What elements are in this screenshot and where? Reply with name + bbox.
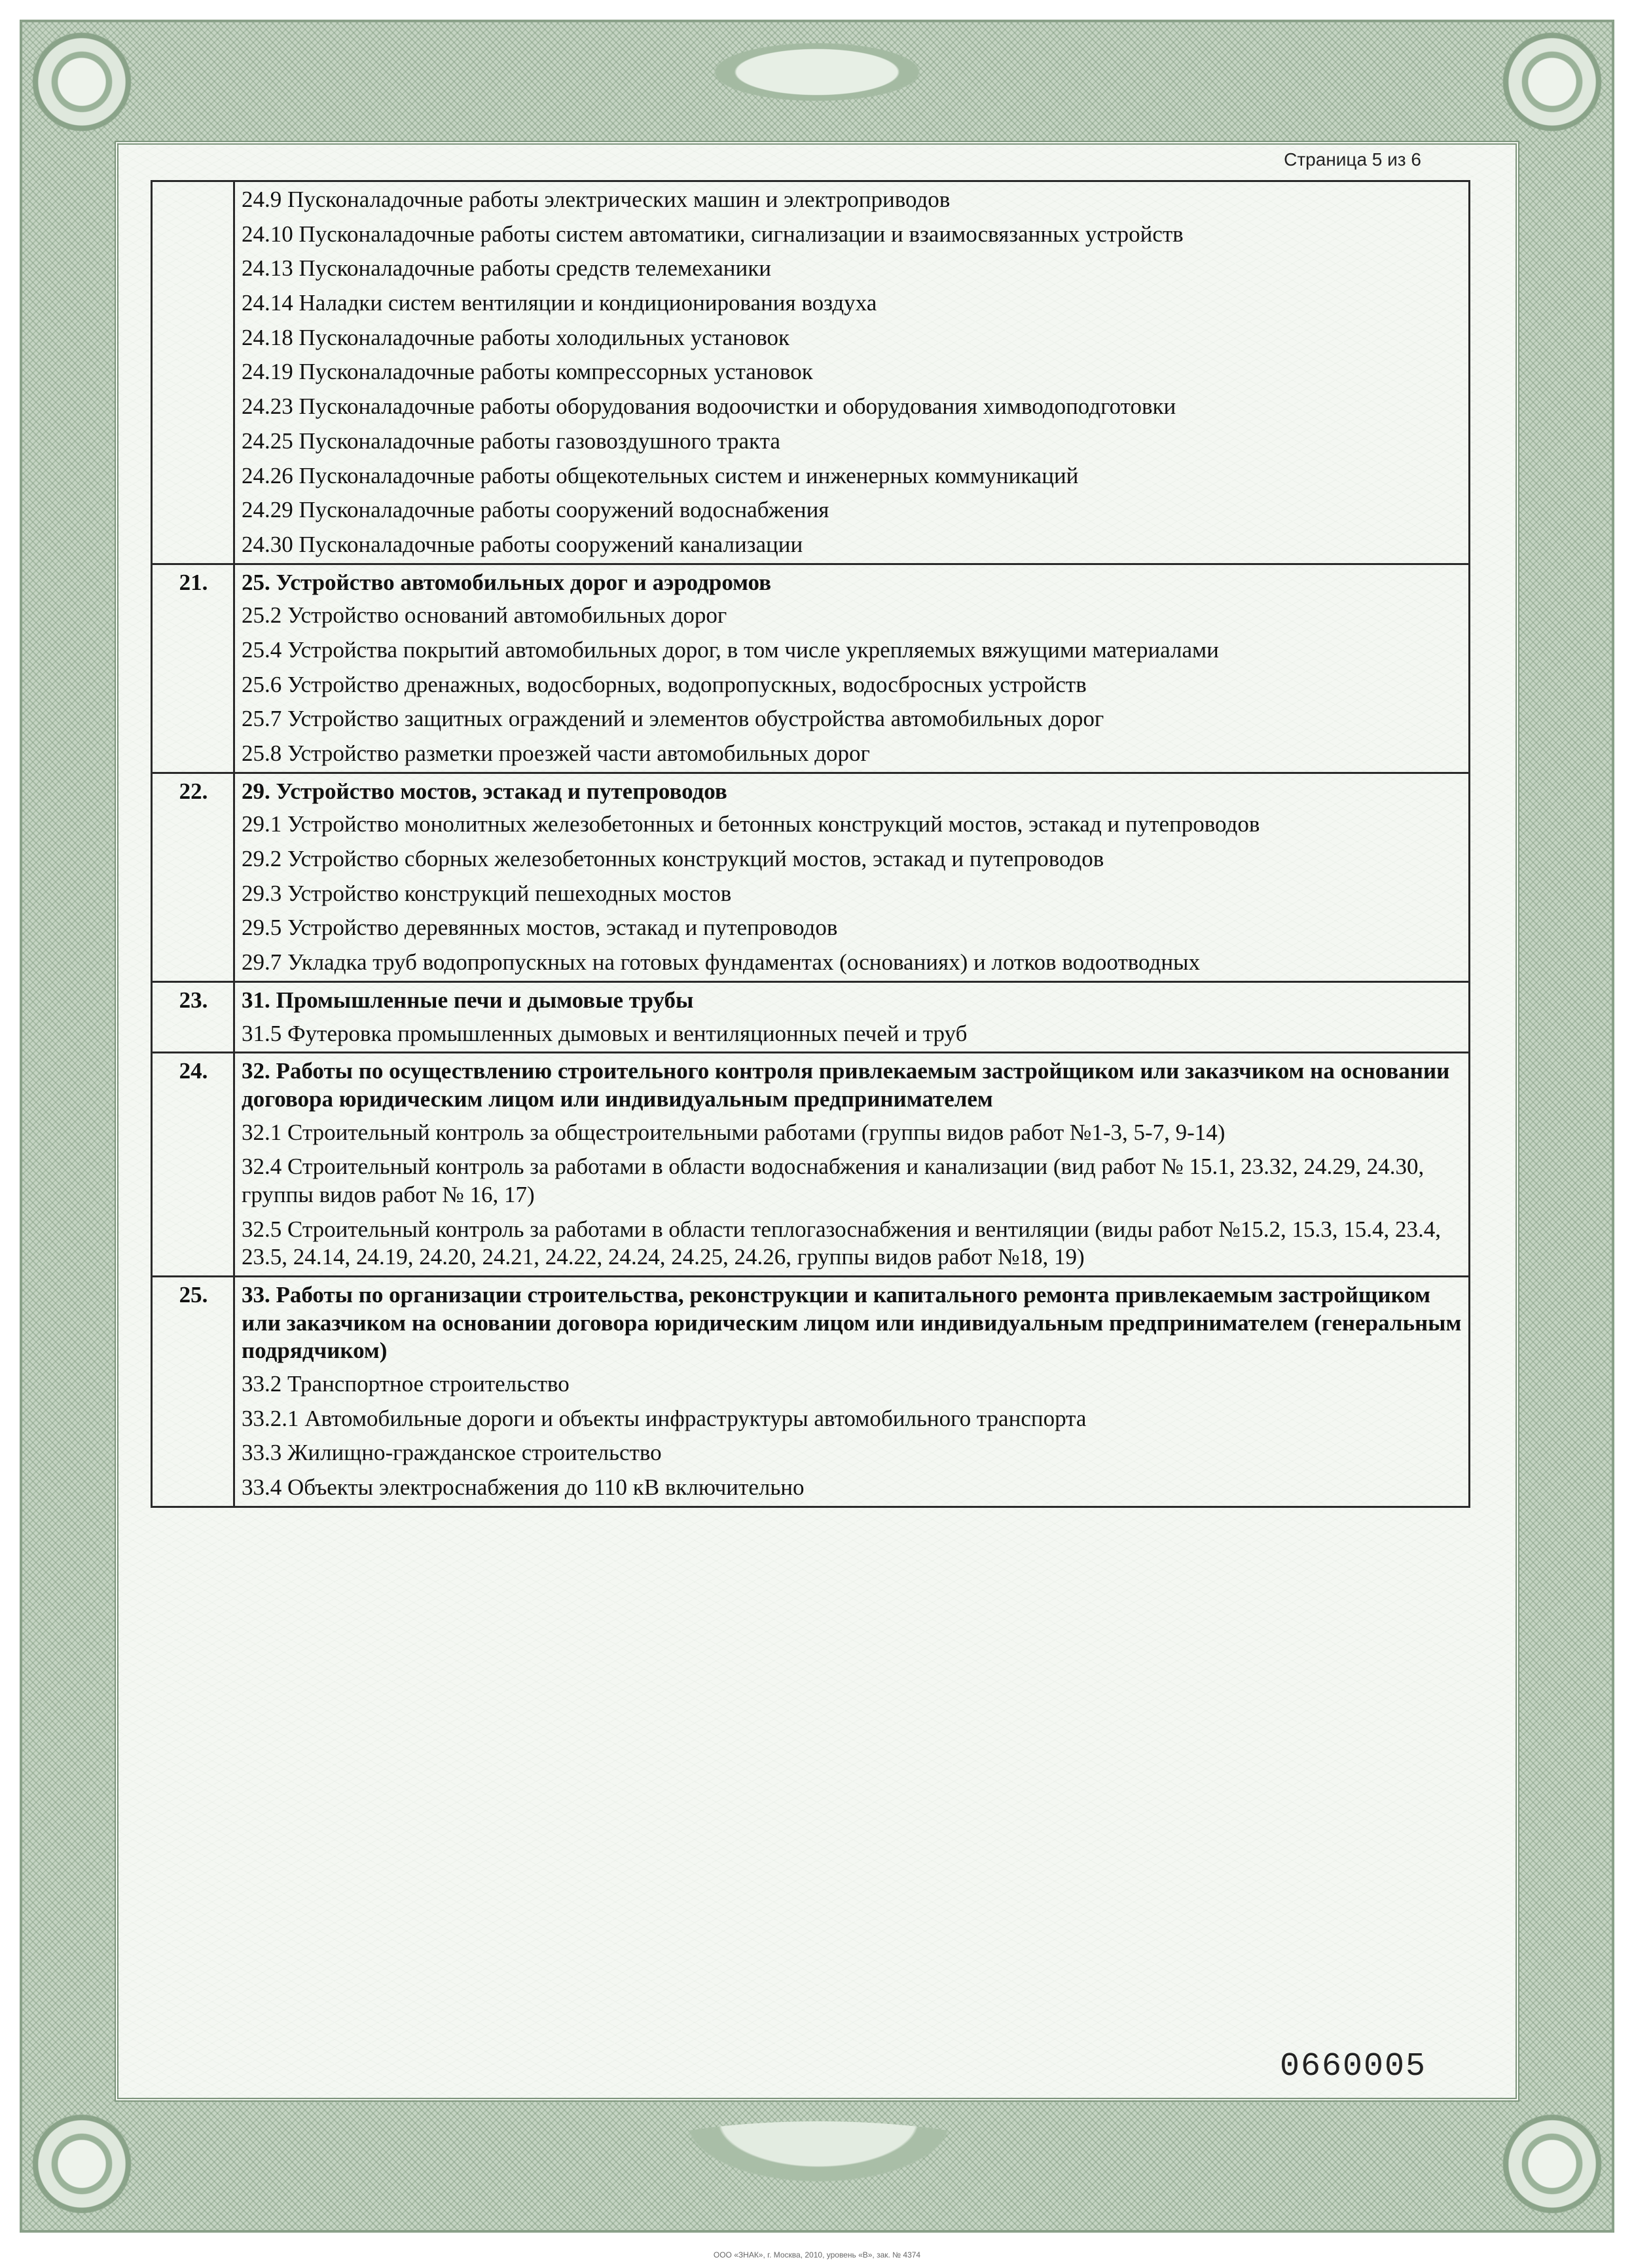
list-item: 24.18 Пусконаладочные работы холодильных установок bbox=[242, 324, 790, 350]
work-types-table bbox=[151, 180, 1470, 1508]
list-item: 25.7 Устройство защитных ограждений и элементов обустройства автомобильных дорог bbox=[242, 706, 1104, 732]
section-heading: 31. Промышленные печи и дымовые трубы bbox=[242, 987, 694, 1013]
list-item: 29.3 Устройство конструкций пешеходных мостов bbox=[242, 880, 732, 906]
list-item: 24.10 Пусконаладочные работы систем автоматики, сигнализации и взаимосвязанных устройств bbox=[242, 221, 1184, 247]
list-item: 29.7 Укладка труб водопропускных на готовых фундаментах (основаниях) и лотков водоотводных bbox=[242, 949, 1201, 976]
list-item: 32.5 Строительный контроль за работами в области теплогазоснабжения и вентиляции (виды работ №15.2, 15.3, 15.4, 23.4, 23.5, 24.14, 24.19, 24.20, 24.21, 24.22, 24.24, 24.25, 24.26, группы видов работ №18, 19) bbox=[242, 1216, 1441, 1270]
corner-ornament bbox=[1497, 26, 1608, 137]
row-number: 21. bbox=[152, 564, 234, 773]
list-item: 24.29 Пусконаладочные работы сооружений водоснабжения bbox=[242, 497, 829, 523]
row-content bbox=[234, 564, 1470, 773]
corner-ornament bbox=[26, 26, 137, 137]
table-row bbox=[152, 1053, 1470, 1277]
section-heading: 25. Устройство автомобильных дорог и аэродромов bbox=[242, 569, 772, 595]
list-item: 33.2 Транспортное строительство bbox=[242, 1371, 570, 1397]
row-number: 25. bbox=[152, 1277, 234, 1507]
list-item: 24.9 Пусконаладочные работы электрических машин и электроприводов bbox=[242, 187, 951, 212]
section-heading: 29. Устройство мостов, эстакад и путепроводов bbox=[242, 778, 727, 804]
row-content bbox=[234, 1053, 1470, 1277]
list-item: 25.4 Устройства покрытий автомобильных дорог, в том числе укрепляемых вяжущими материалами bbox=[242, 636, 1219, 663]
serial-number: 0660005 bbox=[1280, 2048, 1427, 2085]
section-heading: 33. Работы по организации строительства, реконструкции и капитального ремонта привлекаемым застройщиком или заказчиком на основании договора юридическим лицом или индивидуальным предпринимателем (генеральным подрядчиком) bbox=[242, 1282, 1462, 1364]
list-item: 33.4 Объекты электроснабжения до 110 кВ включительно bbox=[242, 1474, 805, 1501]
row-number: 22. bbox=[152, 773, 234, 981]
list-item: 33.2.1 Автомобильные дороги и объекты инфраструктуры автомобильного транспорта bbox=[242, 1405, 1087, 1431]
row-content bbox=[234, 773, 1470, 981]
page-number: Страница 5 из 6 bbox=[1284, 149, 1421, 170]
list-item: 24.19 Пусконаладочные работы компрессорных установок bbox=[242, 359, 813, 385]
list-item: 24.26 Пусконаладочные работы общекотельных систем и инженерных коммуникаций bbox=[242, 462, 1079, 488]
list-item: 32.4 Строительный контроль за работами в области водоснабжения и канализации (вид работ № 15.1, 23.32, 24.29, 24.30, группы видов работ № 16, 17) bbox=[242, 1154, 1425, 1207]
corner-ornament bbox=[26, 2108, 137, 2220]
list-item: 25.6 Устройство дренажных, водосборных, водопропускных, водосбросных устройств bbox=[242, 671, 1087, 697]
top-ornament bbox=[655, 26, 979, 118]
list-item: 29.5 Устройство деревянных мостов, эстакад и путепроводов bbox=[242, 915, 838, 941]
row-content bbox=[234, 1277, 1470, 1507]
list-item: 33.3 Жилищно-гражданское строительство bbox=[242, 1440, 662, 1466]
row-number: 24. bbox=[152, 1053, 234, 1277]
table-row bbox=[152, 564, 1470, 773]
list-item: 24.13 Пусконаладочные работы средств телемеханики bbox=[242, 255, 771, 282]
list-item: 24.14 Наладки систем вентиляции и кондиционирования воздуха bbox=[242, 290, 877, 316]
list-item: 24.23 Пусконаладочные работы оборудования водоочистки и оборудования химводоподготовки bbox=[242, 393, 1176, 420]
table-row bbox=[152, 181, 1470, 564]
row-number bbox=[152, 181, 234, 564]
list-item: 29.1 Устройство монолитных железобетонных и бетонных конструкций мостов, эстакад и путепроводов bbox=[242, 811, 1260, 837]
list-item: 29.2 Устройство сборных железобетонных конструкций мостов, эстакад и путепроводов bbox=[242, 846, 1104, 872]
corner-ornament bbox=[1497, 2108, 1608, 2220]
list-item: 24.30 Пусконаладочные работы сооружений канализации bbox=[242, 531, 803, 557]
printer-imprint: ООО «ЗНАК», г. Москва, 2010, уровень «В», зак. № 4374 bbox=[713, 2250, 921, 2259]
list-item: 32.1 Строительный контроль за общестроительными работами (группы видов работ №1-3, 5-7, 9-14) bbox=[242, 1119, 1226, 1145]
row-number: 23. bbox=[152, 981, 234, 1052]
row-content bbox=[234, 981, 1470, 1052]
row-content bbox=[234, 181, 1470, 564]
bottom-ornament bbox=[589, 2121, 1047, 2226]
list-item: 25.2 Устройство оснований автомобильных дорог bbox=[242, 602, 727, 629]
list-item: 25.8 Устройство разметки проезжей части автомобильных дорог bbox=[242, 741, 870, 766]
table-row bbox=[152, 981, 1470, 1052]
table-row bbox=[152, 1277, 1470, 1507]
list-item: 31.5 Футеровка промышленных дымовых и вентиляционных печей и труб bbox=[242, 1020, 968, 1046]
list-item: 24.25 Пусконаладочные работы газовоздушного тракта bbox=[242, 428, 780, 454]
section-heading: 32. Работы по осуществлению строительного контроля привлекаемым застройщиком или заказчиком на основании договора юридическим лицом или индивидуальным предпринимателем bbox=[242, 1058, 1450, 1112]
table-row bbox=[152, 773, 1470, 981]
